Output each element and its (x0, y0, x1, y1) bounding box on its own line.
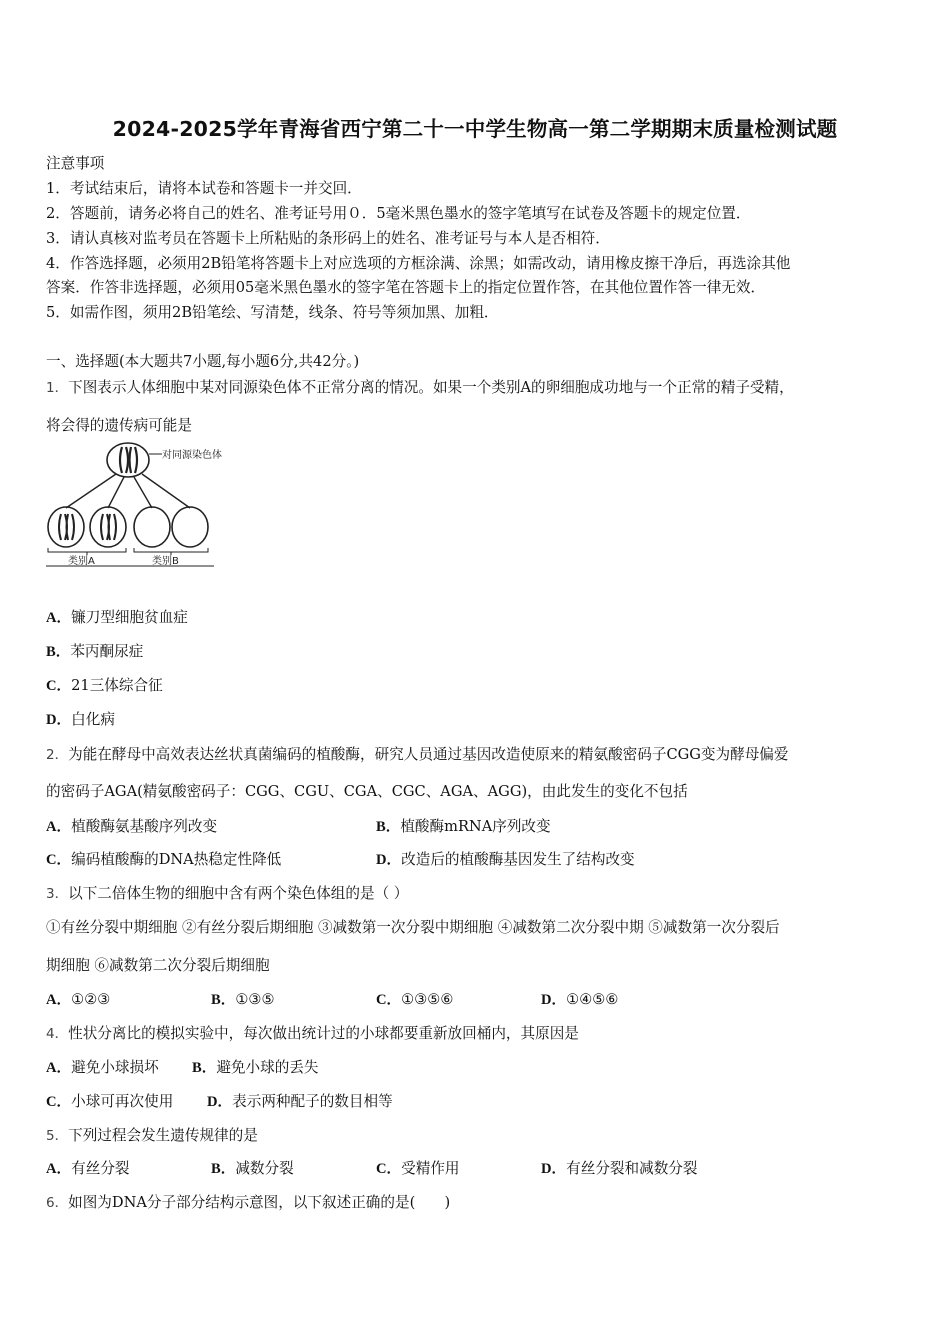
q1-option-c: C．21三体综合征 (46, 677, 163, 694)
question-number: 2． (46, 747, 69, 763)
q5-option-a: A．有丝分裂 (46, 1160, 130, 1177)
label-homologous-pair: 对同源染色体 (162, 450, 222, 461)
question-text: 以下二倍体生物的细胞中含有两个染色体组的是（ ） (68, 885, 409, 902)
notice-item: 答案．作答非选择题，必须用05毫米黑色墨水的签字笔在答题卡上的指定位置作答，在其他位置作答一律无效． (46, 279, 766, 296)
branch-line (108, 477, 124, 508)
notice-item: 2．答题前，请务必将自己的姓名、准考证号用０．5毫米黑色墨水的签字笔填写在试卷及答题卡的规定位置． (46, 205, 751, 222)
chromosome-icon (120, 447, 128, 473)
q4-option-b: B．避免小球的丢失 (192, 1059, 319, 1076)
q3-option-d: D．①④⑤⑥ (541, 991, 619, 1008)
notice-item: 1．考试结束后，请将本试卷和答题卡一并交回． (46, 180, 362, 197)
question-3-items-cont: 期细胞 ⑥减数第二次分裂后期细胞 (46, 957, 270, 974)
chromosome-separation-figure (44, 440, 244, 570)
q3-option-b: B．①③⑤ (211, 991, 275, 1008)
daughter-cell-b1 (134, 507, 170, 547)
question-number: 3． (46, 886, 69, 902)
question-text: 下图表示人体细胞中某对同源染色体不正常分离的情况。如果一个类别A的卵细胞成功地与一个正常的精子受精， (68, 379, 794, 396)
question-number: 6． (46, 1195, 69, 1211)
question-number: 1． (46, 380, 69, 396)
page-title: 2024-2025学年青海省西宁第二十一中学生物高一第二学期期末质量检测试题 (112, 117, 838, 141)
chromosome-icon (101, 514, 116, 540)
question-2-stem-cont: 的密码子AGA(精氨酸密码子：CGG、CGU、CGA、CGC、AGA、AGG)，由此发生的变化不包括 (46, 783, 688, 800)
question-2-stem (46, 743, 789, 764)
bracket-a (48, 548, 126, 552)
q3-option-c: C．①③⑤⑥ (376, 991, 454, 1008)
q2-option-a: A．植酸酶氨基酸序列改变 (46, 818, 218, 835)
label-category-a: 类别A (68, 556, 95, 567)
chromosome-icon (130, 447, 138, 473)
q5-option-c: C．受精作用 (376, 1160, 460, 1177)
question-text: 下列过程会发生遗传规律的是 (68, 1127, 258, 1144)
q4-option-d: D．表示两种配子的数目相等 (207, 1093, 393, 1110)
branch-line (66, 474, 116, 508)
notice-item: 3．请认真核对监考员在答题卡上所粘贴的条形码上的姓名、准考证号与本人是否相符． (46, 230, 610, 247)
q5-option-b: B．减数分裂 (211, 1160, 294, 1177)
question-text: 性状分离比的模拟实验中，每次做出统计过的小球都要重新放回桶内，其原因是 (68, 1025, 579, 1042)
question-3-stem (46, 882, 408, 903)
question-1-stem (46, 376, 794, 397)
daughter-cell-b2 (172, 507, 208, 547)
question-5-stem (46, 1124, 258, 1145)
branch-line (134, 477, 152, 508)
q3-option-a: A．①②③ (46, 991, 111, 1008)
label-category-b: 类别B (152, 556, 179, 567)
question-text: 为能在酵母中高效表达丝状真菌编码的植酸酶，研究人员通过基因改造使原来的精氨酸密码子CGG变为酵母偏爱 (68, 746, 789, 763)
q2-option-c: C．编码植酸酶的DNA热稳定性降低 (46, 851, 282, 868)
q4-option-a: A．避免小球损坏 (46, 1059, 159, 1076)
q2-option-b: B．植酸酶mRNA序列改变 (376, 818, 551, 835)
section-heading: 一、选择题(本大题共7小题,每小题6分,共42分。) (46, 353, 360, 370)
question-number: 5． (46, 1128, 69, 1144)
q1-option-a: A．镰刀型细胞贫血症 (46, 609, 188, 626)
question-4-stem (46, 1022, 579, 1043)
question-1-stem-cont: 将会得的遗传病可能是 (46, 417, 192, 434)
q2-option-d: D．改造后的植酸酶基因发生了结构改变 (376, 851, 635, 868)
q1-option-b: B．苯丙酮尿症 (46, 643, 144, 660)
bracket-b (134, 548, 208, 552)
question-3-items: ①有丝分裂中期细胞 ②有丝分裂后期细胞 ③减数第一次分裂中期细胞 ④减数第二次分裂中期 ⑤减数第一次分裂后 (46, 919, 780, 936)
notice-item: 4．作答选择题，必须用2B铅笔将答题卡上对应选项的方框涂满、涂黑；如需改动，请用橡皮擦干净后，再选涂其他 (46, 255, 791, 272)
chromosome-icon (59, 514, 74, 540)
question-number: 4． (46, 1026, 69, 1042)
q5-option-d: D．有丝分裂和减数分裂 (541, 1160, 698, 1177)
notice-item: 5．如需作图，须用2B铅笔绘、写清楚，线条、符号等须加黑、加粗． (46, 304, 499, 321)
q1-option-d: D．白化病 (46, 711, 115, 728)
q4-option-c: C．小球可再次使用 (46, 1093, 174, 1110)
question-6-stem (46, 1191, 450, 1212)
question-text: 如图为DNA分子部分结构示意图，以下叙述正确的是( ) (68, 1194, 451, 1211)
chromosome-diagram (44, 440, 244, 570)
notice-heading: 注意事项 (46, 155, 105, 172)
